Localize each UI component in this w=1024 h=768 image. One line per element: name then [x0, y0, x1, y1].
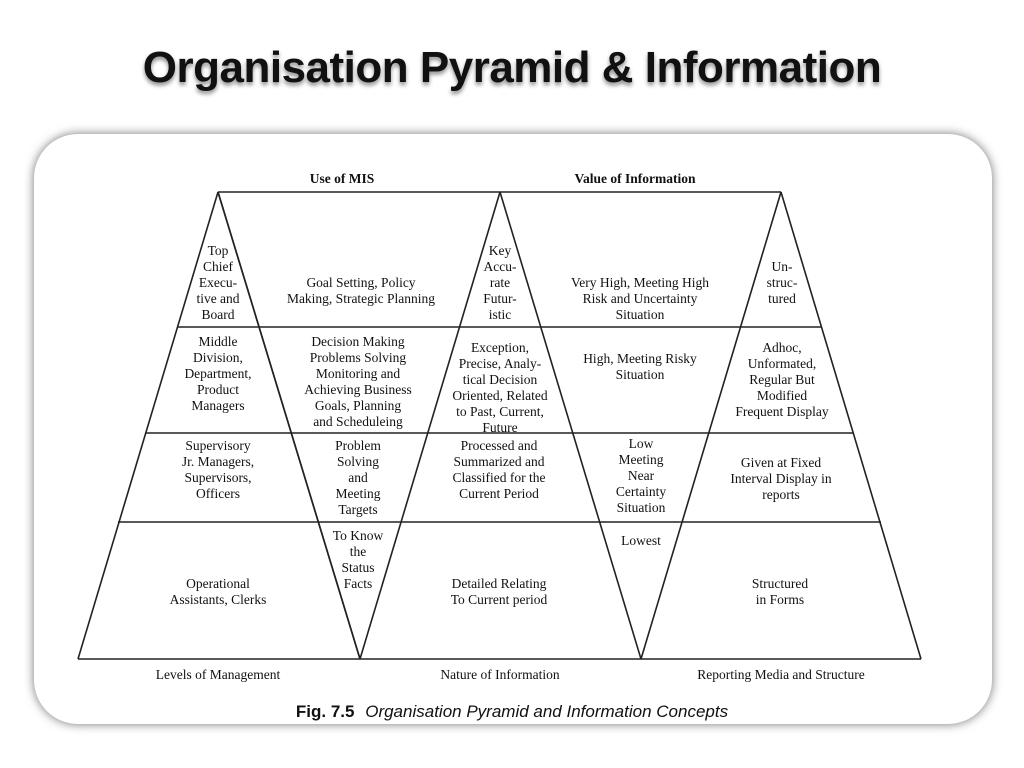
- footer-reporting-media: Reporting Media and Structure: [697, 667, 865, 682]
- level-middle: Middle Division, Department, Product Managers: [184, 334, 252, 413]
- info-key-accurate: Key Accu- rate Futur- istic: [483, 243, 517, 322]
- report-fixed-interval: Given at Fixed Interval Display in reports: [730, 455, 832, 502]
- mis-decision-making: Decision Making Problems Solving Monitoring and Achieving Business Goals, Planning and Scheduleing: [304, 334, 412, 429]
- footer-nature-of-information: Nature of Information: [440, 667, 560, 682]
- mis-goal-setting: Goal Setting, Policy Making, Strategic Planning: [286, 275, 436, 306]
- info-processed: Processed and Summarized and Classified for the Current Period: [452, 438, 546, 501]
- figure-caption-text: Organisation Pyramid and Information Concepts: [365, 702, 729, 721]
- mis-status-facts: To Know the Status Facts: [332, 528, 384, 591]
- value-very-high: Very High, Meeting High Risk and Uncertainty Situation: [571, 275, 709, 322]
- figure-number: Fig. 7.5: [295, 702, 355, 721]
- level-operational: Operational Assistants, Clerks: [169, 576, 267, 607]
- figure-caption: [0, 702, 1024, 722]
- value-high: High, Meeting Risky Situation: [583, 351, 697, 382]
- info-exception: Exception, Precise, Analy- tical Decision Oriented, Related to Past, Current, Future: [452, 340, 548, 435]
- report-adhoc: Adhoc, Unformated, Regular But Modified Frequent Display: [735, 340, 829, 419]
- value-low: Low Meeting Near Certainty Situation: [615, 436, 667, 515]
- level-supervisory: Supervisory Jr. Managers, Supervisors, Officers: [181, 438, 255, 501]
- header-value-of-information: Value of Information: [574, 171, 696, 186]
- slide-title: Organisation Pyramid & Information: [142, 43, 882, 92]
- report-unstructured: Un- struc- tured: [766, 259, 798, 306]
- info-detailed: Detailed Relating To Current period: [450, 576, 548, 607]
- level-top: Top Chief Execu- tive and Board: [196, 243, 240, 322]
- mis-problem-solving: Problem Solving and Meeting Targets: [335, 438, 381, 517]
- footer-levels-of-management: Levels of Management: [155, 667, 281, 682]
- value-lowest: Lowest: [621, 533, 661, 548]
- header-use-of-mis: Use of MIS: [309, 171, 375, 186]
- report-structured: Structured in Forms: [751, 576, 809, 607]
